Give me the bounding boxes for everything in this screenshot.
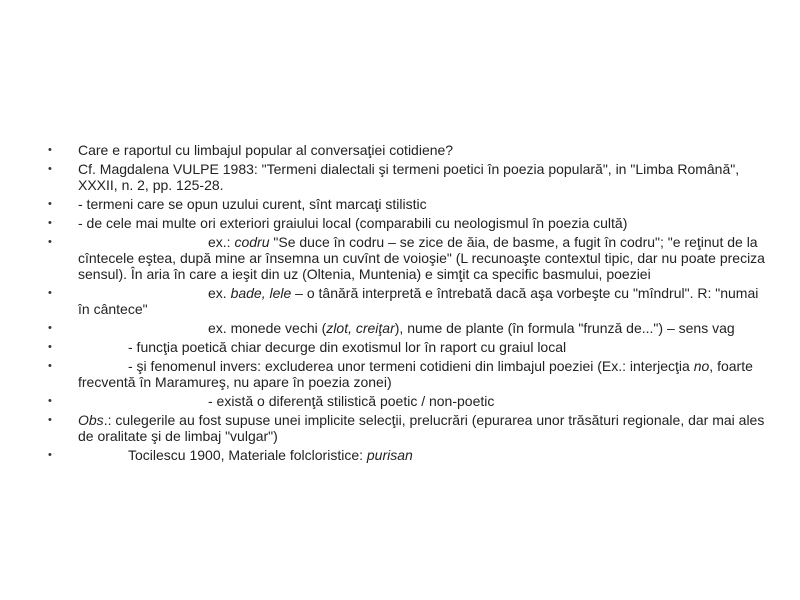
bullet-text: – o tânără interpretă e întrebată dacă aşa vorbeşte cu "mîndrul". R: "numai în cântece" <box>78 285 759 317</box>
bullet-item <box>45 196 770 212</box>
bullet-item <box>45 234 770 282</box>
bullet-text: - termeni care se opun uzului curent, sînt marcaţi stilistic <box>78 196 427 212</box>
bullet-text: ex. monede vechi ( <box>208 320 327 336</box>
bullet-item <box>45 142 770 158</box>
italic-term: codru <box>234 234 270 250</box>
italic-term: Obs <box>78 412 104 428</box>
bullet-item <box>45 339 770 355</box>
bullet-dot-icon: • <box>48 414 52 426</box>
bullet-item <box>45 358 770 390</box>
bullet-dot-icon: • <box>48 360 52 372</box>
bullet-text: ex. <box>208 285 231 301</box>
bullet-dot-icon: • <box>48 287 52 299</box>
bullet-text: .: culegerile au fost supuse unei implicite selecţii, prelucrări (epurarea unor trăsături regionale, dar mai ales de oralitate şi de limbaj "vulgar") <box>78 412 765 444</box>
bullet-dot-icon: • <box>48 322 52 334</box>
bullet-text: - există o diferenţă stilistică poetic / non-poetic <box>208 393 495 409</box>
bullet-item <box>45 285 770 317</box>
bullet-text: - şi fenomenul invers: excluderea unor termeni cotidieni din limbajul poeziei (Ex.: interjecţia <box>128 358 694 374</box>
bullet-text: - de cele mai multe ori exteriori graiului local (comparabili cu neologismul în poezia cultă) <box>78 215 628 231</box>
bullet-text: Care e raportul cu limbajul popular al conversaţiei cotidiene? <box>78 142 454 158</box>
bullet-dot-icon: • <box>48 395 52 407</box>
bullet-dot-icon: • <box>48 341 52 353</box>
bullet-text: ex.: <box>208 234 235 250</box>
bullet-dot-icon: • <box>48 198 52 210</box>
bullet-dot-icon: • <box>48 163 52 175</box>
italic-term: no <box>693 358 710 374</box>
bullet-item <box>45 447 770 463</box>
bullet-text: Cf. Magdalena VULPE 1983: "Termeni dialectali şi termeni poetici în poezia populară", in "Limba Română", XXXII, n. 2, pp. 125-28. <box>78 161 740 193</box>
bullet-item <box>45 215 770 231</box>
italic-term: bade, lele <box>230 285 292 301</box>
italic-term: purisan <box>366 447 413 463</box>
bullet-text: , foarte frecventă în Maramureş, nu apare în poezia zonei) <box>78 358 753 390</box>
bullet-text: - funcţia poetică chiar decurge din exotismul lor în raport cu graiul local <box>128 339 567 355</box>
bullet-dot-icon: • <box>48 236 52 248</box>
bullet-dot-icon: • <box>48 449 52 461</box>
bullet-item <box>45 412 770 444</box>
bullet-dot-icon: • <box>48 217 52 229</box>
bullet-item <box>45 161 770 193</box>
bullet-text: ), nume de plante (în formula "frunză de...") – sens vag <box>394 320 735 336</box>
bullet-text: "Se duce în codru – se zice de ăia, de basme, a fugit în codru"; "e reţinut de la cîntecele eştea, după mine ar însemna un cuvînt de voioşie" (L recunoaşte contextul tipic, dar nu poate preciza sensul). În aria în care a ieşit din uz (Oltenia, Muntenia) e simţit ca specific basmului, poeziei <box>78 234 765 282</box>
bullet-list <box>45 142 770 466</box>
bullet-text: Tocilescu 1900, Materiale folcloristice: <box>128 447 367 463</box>
bullet-dot-icon: • <box>48 144 52 156</box>
italic-term: zlot, creiţar <box>326 320 395 336</box>
bullet-item <box>45 393 770 409</box>
bullet-item <box>45 320 770 336</box>
